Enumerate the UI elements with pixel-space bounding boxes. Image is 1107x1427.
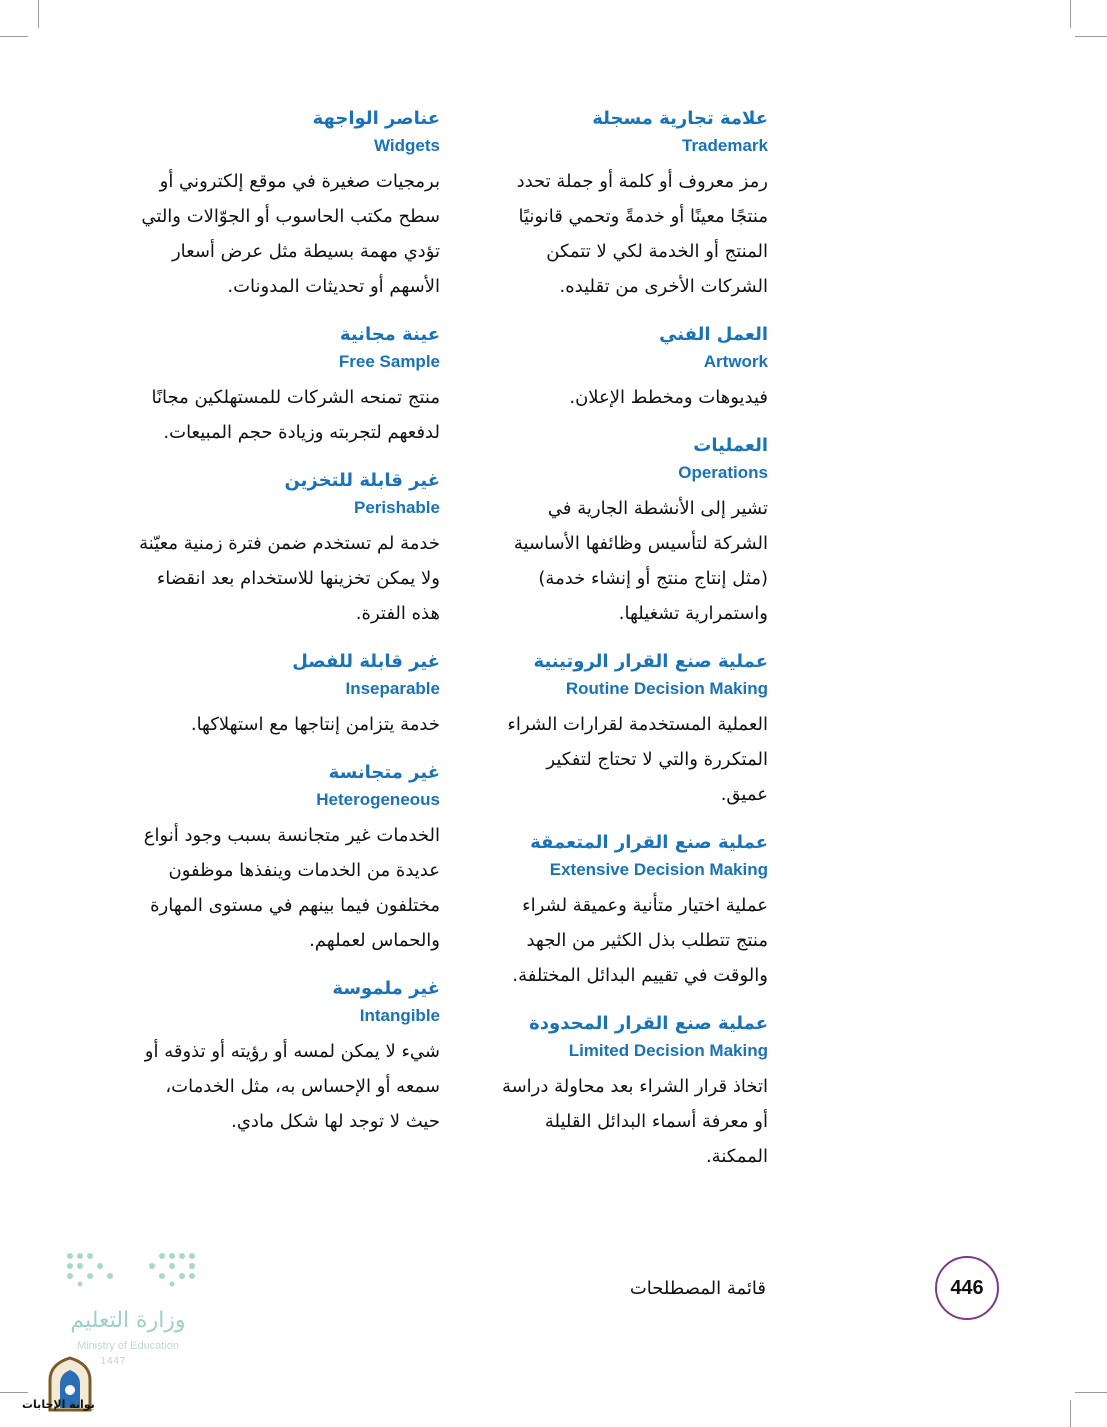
term-arabic: العمليات <box>693 435 768 456</box>
crop-mark <box>0 36 28 37</box>
term-english: Inseparable <box>345 679 440 698</box>
term-definition: تشير إلى الأنشطة الجارية في الشركة لتأسيس وظائفها الأساسية (مثل إنتاج منتج أو إنشاء خدمة) واستمرارية تشغيلها. <box>513 498 768 624</box>
term-english: Heterogeneous <box>316 790 440 809</box>
term-arabic: عملية صنع القرار المحدودة <box>529 1013 768 1034</box>
crop-mark <box>1070 1400 1071 1427</box>
ministry-year: 1447 <box>100 1356 126 1367</box>
term-english: Free Sample <box>338 352 440 371</box>
glossary-entry <box>132 468 440 631</box>
term-english: Extensive Decision Making <box>549 860 768 879</box>
term-definition: منتج تمنحه الشركات للمستهلكين مجانًا لدفعهم لتجربته وزيادة حجم المبيعات. <box>151 387 440 443</box>
ministry-name-english: Ministry of Education <box>76 1340 180 1352</box>
term-english: Trademark <box>682 136 768 155</box>
answers-portal-logo-icon <box>30 1350 112 1422</box>
term-definition: خدمة يتزامن إنتاجها مع استهلاكها. <box>190 714 440 735</box>
term-definition: فيديوهات ومخطط الإعلان. <box>569 387 768 408</box>
term-definition: العملية المستخدمة لقرارات الشراء المتكررة والتي لا تحتاج لتفكير عميق. <box>507 714 768 805</box>
term-definition: الخدمات غير متجانسة بسبب وجود أنواع عديدة من الخدمات وينفذها موظفون مختلفون فيما بينهم في مستوى المهارة والحماس لعملهم. <box>143 825 440 951</box>
term-arabic: العمل الفني <box>659 324 768 345</box>
glossary-right-column <box>500 106 768 1192</box>
glossary-left-column <box>132 106 440 1157</box>
term-definition: اتخاذ قرار الشراء بعد محاولة دراسة أو معرفة أسماء البدائل القليلة الممكنة. <box>501 1076 768 1167</box>
crop-mark <box>0 1392 28 1393</box>
section-title: قائمة المصطلحات <box>629 1278 766 1299</box>
term-english: Artwork <box>703 352 768 371</box>
term-english: Perishable <box>354 498 440 517</box>
term-definition: برمجيات صغيرة في موقع إلكتروني أو سطح مكتب الحاسوب أو الجوّالات والتي تؤدي مهمة بسيطة مثل عرض أسعار الأسهم أو تحديثات المدونات. <box>141 171 440 297</box>
glossary-entry <box>500 106 768 304</box>
glossary-entry <box>500 649 768 812</box>
term-definition: شيء لا يمكن لمسه أو رؤيته أو تذوقه أو سمعه أو الإحساس به، مثل الخدمات، حيث لا توجد لها شكل مادي. <box>144 1041 440 1132</box>
term-english: Routine Decision Making <box>565 679 768 698</box>
term-arabic: علامة تجارية مسجلة <box>592 108 768 129</box>
crop-mark <box>1075 1392 1107 1393</box>
glossary-entry <box>132 649 440 742</box>
glossary-entry <box>132 322 440 450</box>
crop-mark <box>38 0 39 28</box>
ministry-name-arabic: وزارة التعليم <box>70 1308 186 1333</box>
term-arabic: عينة مجانية <box>339 324 440 345</box>
glossary-entry <box>132 976 440 1139</box>
glossary-entry <box>500 830 768 993</box>
term-english: Operations <box>678 463 768 482</box>
term-arabic: عملية صنع القرار المتعمقة <box>530 832 768 853</box>
term-definition: رمز معروف أو كلمة أو جملة تحدد منتجًا معينًا أو خدمةً وتحمي قانونيًا المنتج أو الخدمة لكي لا تتمكن الشركات الأخرى من تقليده. <box>516 171 768 297</box>
term-arabic: عملية صنع القرار الروتينية <box>533 651 768 672</box>
term-arabic: عناصر الواجهة <box>312 108 440 129</box>
term-arabic: غير قابلة للتخزين <box>284 470 440 491</box>
crop-mark <box>1075 36 1107 37</box>
term-definition: خدمة لم تستخدم ضمن فترة زمنية معيّنة ولا يمكن تخزينها للاستخدام بعد انقضاء هذه الفترة. <box>139 533 440 624</box>
term-english: Limited Decision Making <box>568 1041 768 1060</box>
term-arabic: غير متجانسة <box>328 762 440 783</box>
glossary-entry <box>500 433 768 631</box>
term-arabic: غير ملموسة <box>332 978 440 999</box>
crop-mark <box>1070 0 1071 28</box>
glossary-entry <box>132 760 440 958</box>
glossary-entry <box>132 106 440 304</box>
glossary-entry <box>500 1011 768 1174</box>
term-arabic: غير قابلة للفصل <box>292 651 440 672</box>
answers-portal-label: بوابة الإجابات <box>22 1398 95 1411</box>
term-english: Widgets <box>374 136 440 155</box>
glossary-entry <box>500 322 768 415</box>
term-english: Intangible <box>359 1006 440 1025</box>
page-number: 446 <box>935 1256 999 1320</box>
ministry-dots-icon <box>62 1250 202 1290</box>
term-definition: عملية اختيار متأنية وعميقة لشراء منتج تتطلب بذل الكثير من الجهد والوقت في تقييم البدائل المختلفة. <box>512 895 768 986</box>
